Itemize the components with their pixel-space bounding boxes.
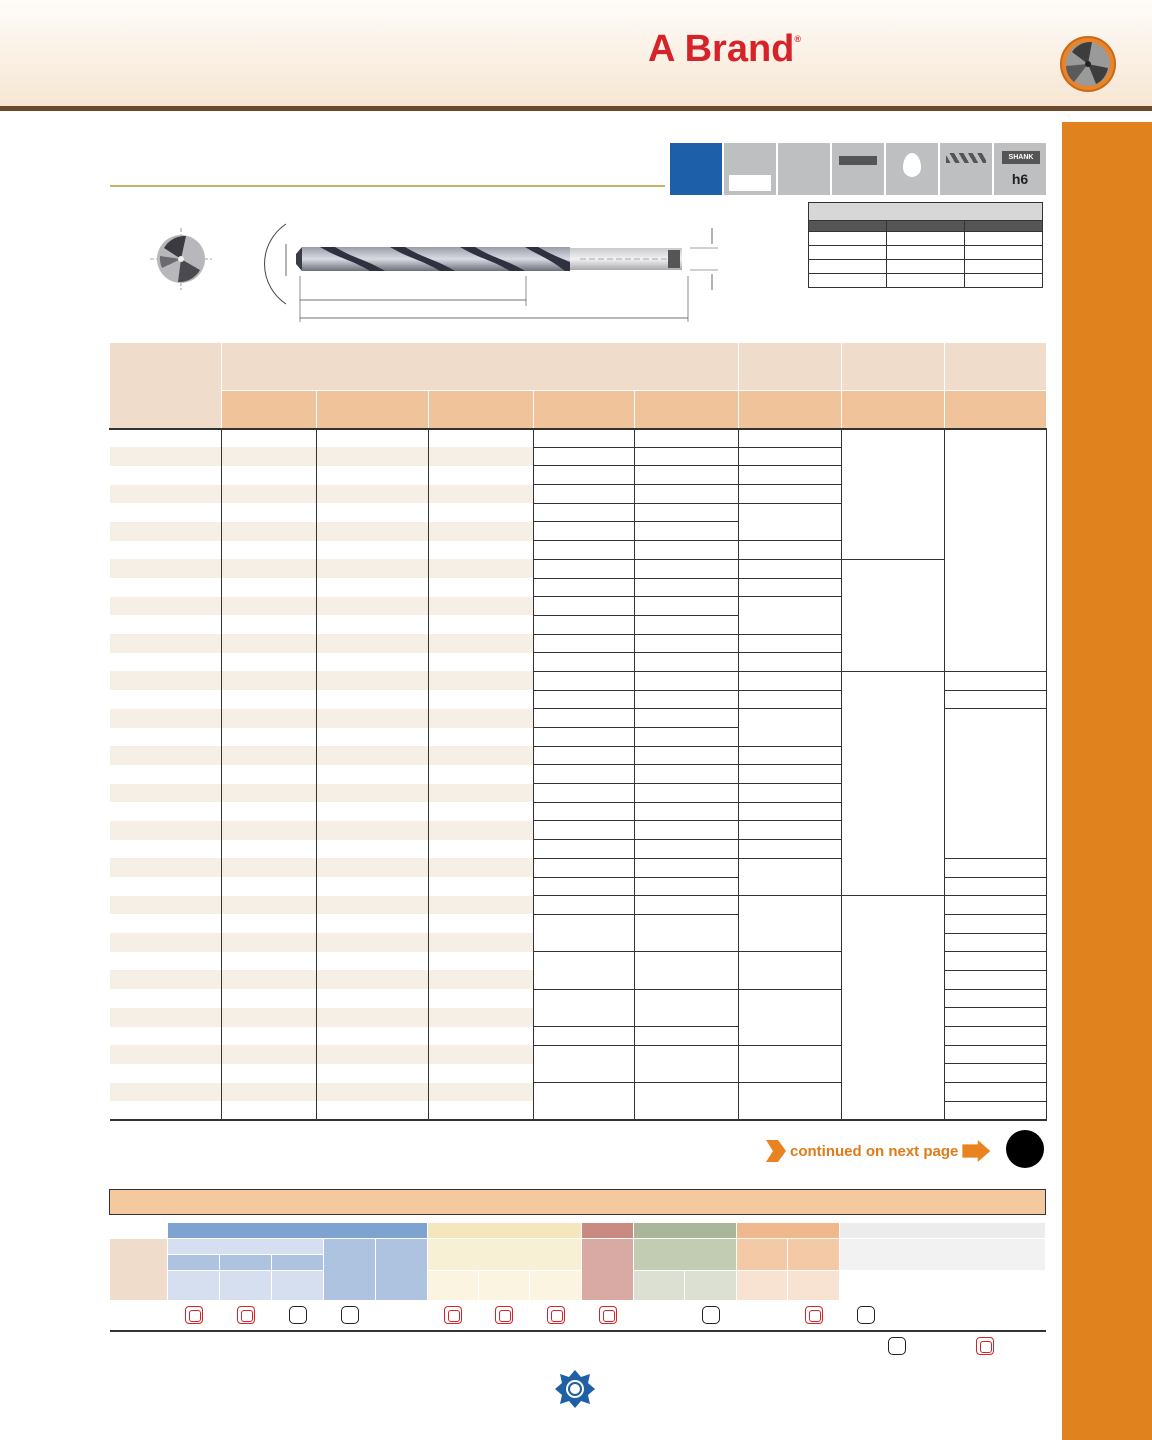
continued-next-page-link[interactable] [766,1140,990,1162]
suitable-mark-icon [341,1306,359,1324]
square-end-icon [670,143,722,195]
shank-icon: SHANK h6 [994,143,1046,195]
helix-flute-icon [940,143,992,195]
excellent-mark-icon [185,1306,203,1324]
coolant-drop-icon [886,143,938,195]
col-subheader [739,391,842,429]
col-subheader [945,391,1047,429]
material-group-row [110,1223,1046,1239]
excellent-mark-icon [599,1306,617,1324]
tolerance-table [808,202,1043,288]
chevron-right-icon [766,1140,786,1162]
excellent-mark-icon [976,1337,994,1355]
excellent-mark-icon [547,1306,565,1324]
col-header-dimensions [222,343,739,391]
title-underline [110,185,665,187]
col-header-edp [110,343,222,429]
osg-logo [554,1368,596,1410]
col-header-group-c [945,343,1047,391]
table-row [110,429,1047,448]
col-header-group-a [739,343,842,391]
suitability-row [110,1301,1046,1331]
table-row [110,559,1047,578]
page-marker-dot [1006,1130,1044,1168]
excellent-mark-icon [805,1306,823,1324]
shank-tolerance: h6 [1011,171,1029,187]
table-row [110,671,1047,690]
suitable-mark-icon [289,1306,307,1324]
point-angle-icon [724,143,776,195]
suitable-mark-icon [702,1306,720,1324]
arrow-right-icon [962,1140,990,1162]
suitable-mark-icon [888,1337,906,1355]
coating-bar-icon [832,143,884,195]
page-header [0,0,1152,108]
suitability-legend [888,1335,1008,1357]
material-detail-row [110,1271,1046,1301]
drill-side-view-image [250,214,730,324]
drill-badge-icon [1060,36,1116,92]
excellent-mark-icon [444,1306,462,1324]
excellent-mark-icon [495,1306,513,1324]
material-suitability-table [109,1222,1046,1332]
col-subheader [222,391,317,429]
product-dimension-table [109,342,1047,1121]
header-divider [0,106,1152,111]
brand-logo: A Brand® [648,28,802,70]
excellent-mark-icon [237,1306,255,1324]
col-subheader [317,391,429,429]
col-header-group-b [842,343,945,391]
material-table-title-bar [109,1189,1046,1215]
col-subheader [635,391,739,429]
section-side-tab [1062,122,1152,1440]
continued-label: continued on next page [790,1142,959,1160]
drill-end-view-image [150,228,212,290]
material-subgroup-row [110,1239,1046,1255]
col-subheader [534,391,635,429]
col-subheader [429,391,534,429]
table-row [110,896,1047,915]
suitable-mark-icon [857,1306,875,1324]
blank-feature-icon [778,143,830,195]
feature-icon-strip [670,143,1046,195]
col-subheader [842,391,945,429]
